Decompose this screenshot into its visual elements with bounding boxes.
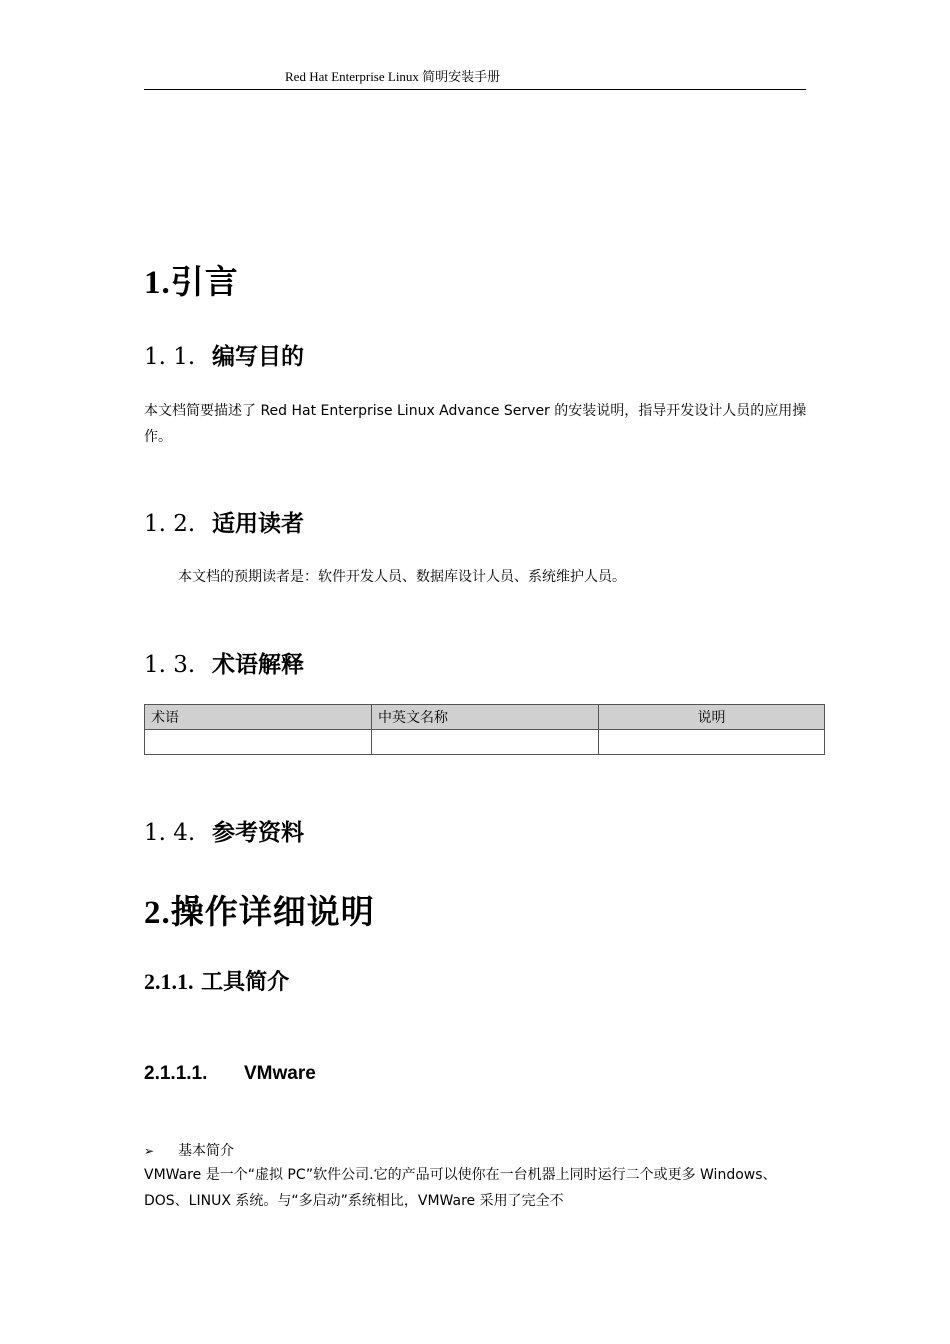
heading-text: 引言 [170,262,239,301]
heading-text: 术语解释 [212,652,304,678]
bullet-item [144,1140,234,1160]
heading-terms [144,646,304,679]
heading-number: 1. [144,265,171,301]
table-header-row [145,705,825,730]
heading-text: 操作详细说明 [170,892,375,931]
heading-text: 参考资料 [212,820,304,846]
heading-text: 编写目的 [212,344,304,370]
heading-tools [144,965,289,996]
heading-number: 2. [144,895,171,931]
heading-introduction [144,256,239,303]
heading-number: 1. 2. [144,511,196,537]
heading-readers [144,505,304,538]
heading-number: 1. 1. [144,344,196,370]
heading-number: 2.1.1.1. [144,1063,208,1084]
heading-number: 2.1.1. [144,969,194,994]
bullet-text: 基本简介 [178,1143,234,1159]
column-header-term: 术语 [145,705,372,730]
heading-purpose [144,338,304,371]
table-cell [599,730,825,755]
heading-operations [144,886,375,933]
page-header [144,66,806,90]
column-header-name: 中英文名称 [372,705,599,730]
vmware-paragraph: VMWare 是一个“虚拟 PC”软件公司.它的产品可以使你在一台机器上同时运行二个或更多 Windows、DOS、LINUX 系统。与“多启动”系统相比，VMWare 采用了完全不 [144,1167,777,1209]
heading-text: VMware [244,1063,316,1084]
table-cell [145,730,372,755]
heading-text: 工具简介 [201,970,290,995]
heading-references [144,814,304,847]
column-header-description: 说明 [599,705,825,730]
table-row [145,730,825,755]
heading-text: 适用读者 [212,511,304,537]
header-title: Red Hat Enterprise Linux 简明安装手册 [285,69,501,84]
readers-paragraph: 本文档的预期读者是：软件开发人员、数据库设计人员、系统维护人员。 [178,569,626,585]
arrow-bullet-icon: ➢ [144,1144,155,1158]
heading-vmware [144,1063,316,1085]
purpose-paragraph: 本文档简要描述了 Red Hat Enterprise Linux Advance Server 的安装说明，指导开发设计人员的应用操作。 [144,403,807,445]
terms-table [144,704,825,755]
heading-number: 1. 3. [144,652,196,678]
heading-number: 1. 4. [144,820,196,846]
table-cell [372,730,599,755]
